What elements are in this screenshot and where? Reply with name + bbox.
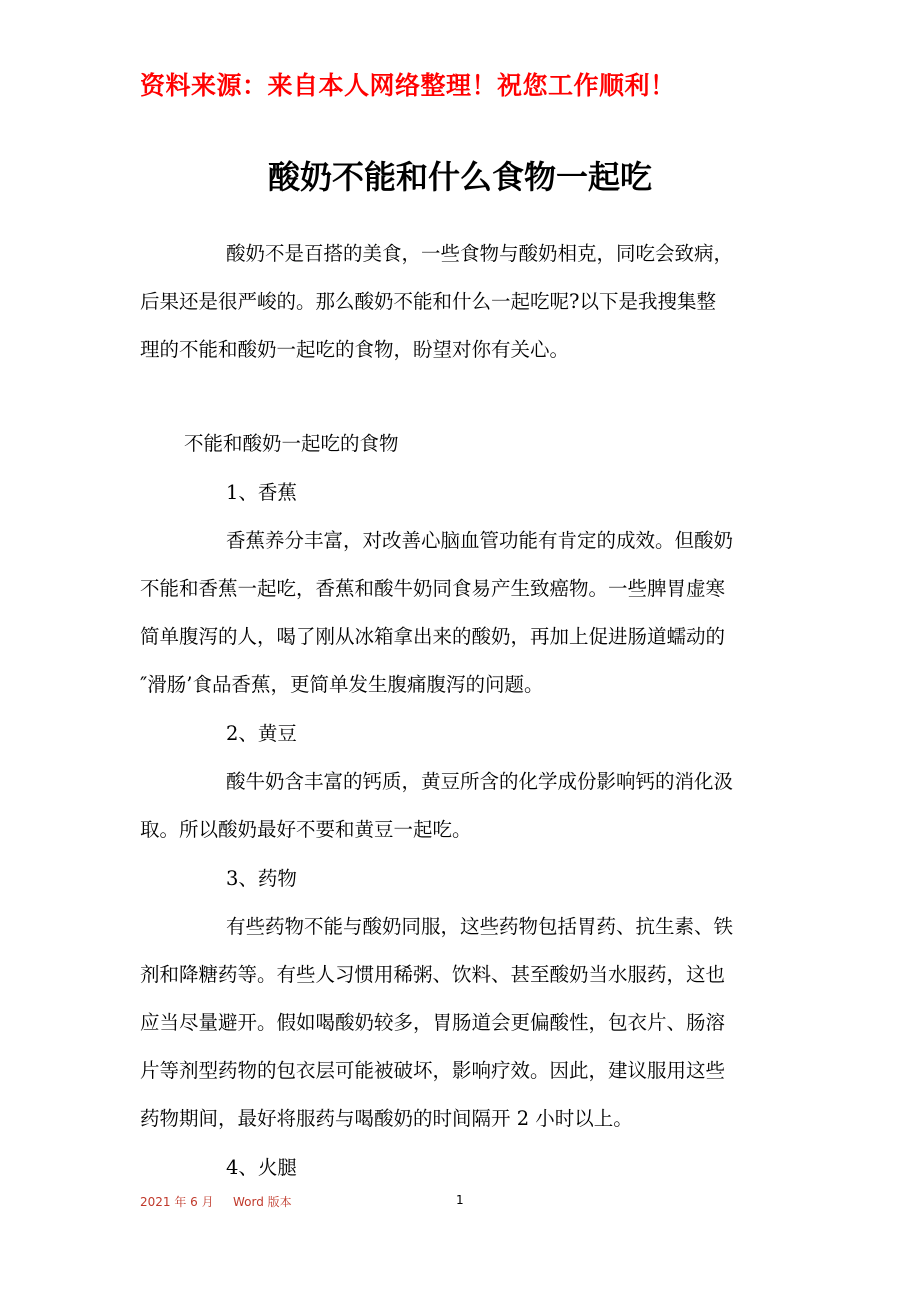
item-paragraph-medicine — [140, 903, 790, 1143]
page-number: 1 — [456, 1193, 464, 1207]
item-paragraph-banana — [140, 517, 790, 709]
item-heading: 1、香蕉 — [226, 481, 297, 504]
page-title: 酸奶不能和什么食物一起吃 — [267, 158, 652, 196]
item-heading-ham — [140, 1144, 790, 1192]
item-heading-medicine — [140, 855, 790, 903]
section-heading: 不能和酸奶一起吃的食物 — [184, 432, 399, 455]
paragraph-line: 应当尽量避开。假如喝酸奶较多，胃肠道会更偏酸性，包衣片、肠溶 — [140, 1011, 726, 1034]
paragraph-line: ″滑肠’食品香蕉，更简单发生腹痛腹泻的问题。 — [140, 673, 544, 696]
paragraph-line: 取。所以酸奶最好不要和黄豆一起吃。 — [140, 818, 472, 841]
source-banner: 资料来源：来自本人网络整理！祝您工作顺利！ — [140, 71, 676, 100]
footer-version: Word 版本 — [233, 1195, 292, 1209]
paragraph-line: 有些药物不能与酸奶同服，这些药物包括胃药、抗生素、铁 — [226, 915, 734, 938]
paragraph-line: 后果还是很严峻的。那么酸奶不能和什么一起吃呢?以下是我搜集整 — [140, 290, 716, 313]
paragraph-line: 剂和降糖药等。有些人习惯用稀粥、饮料、甚至酸奶当水服药，这也 — [140, 963, 726, 986]
section-heading-block — [140, 420, 790, 468]
intro-paragraph — [140, 230, 790, 374]
footer-date: 2021 年 6 月 — [140, 1195, 214, 1209]
item-heading: 2、黄豆 — [226, 722, 297, 745]
item-heading: 3、药物 — [226, 867, 297, 890]
paragraph-line: 酸牛奶含丰富的钙质，黄豆所含的化学成份影响钙的消化汲 — [226, 770, 734, 793]
paragraph-line: 简单腹泻的人，喝了刚从冰箱拿出来的酸奶，再加上促进肠道蠕动的 — [140, 625, 726, 648]
paragraph-line: 酸奶不是百搭的美食，一些食物与酸奶相克，同吃会致病， — [226, 242, 734, 265]
paragraph-line: 不能和香蕉一起吃，香蕉和酸牛奶同食易产生致癌物。一些脾胃虚寒 — [140, 577, 726, 600]
paragraph-line: 药物期间，最好将服药与喝酸奶的时间隔开 2 小时以上。 — [140, 1107, 633, 1130]
paragraph-line: 片等剂型药物的包衣层可能被破坏，影响疗效。因此，建议服用这些 — [140, 1059, 726, 1082]
paragraph-line: 香蕉养分丰富，对改善心脑血管功能有肯定的成效。但酸奶 — [226, 529, 734, 552]
paragraph-line: 理的不能和酸奶一起吃的食物，盼望对你有关心。 — [140, 338, 570, 361]
item-heading-soybean — [140, 710, 790, 758]
item-heading: 4、火腿 — [226, 1156, 297, 1179]
item-heading-banana — [140, 469, 790, 517]
item-paragraph-soybean — [140, 758, 790, 854]
